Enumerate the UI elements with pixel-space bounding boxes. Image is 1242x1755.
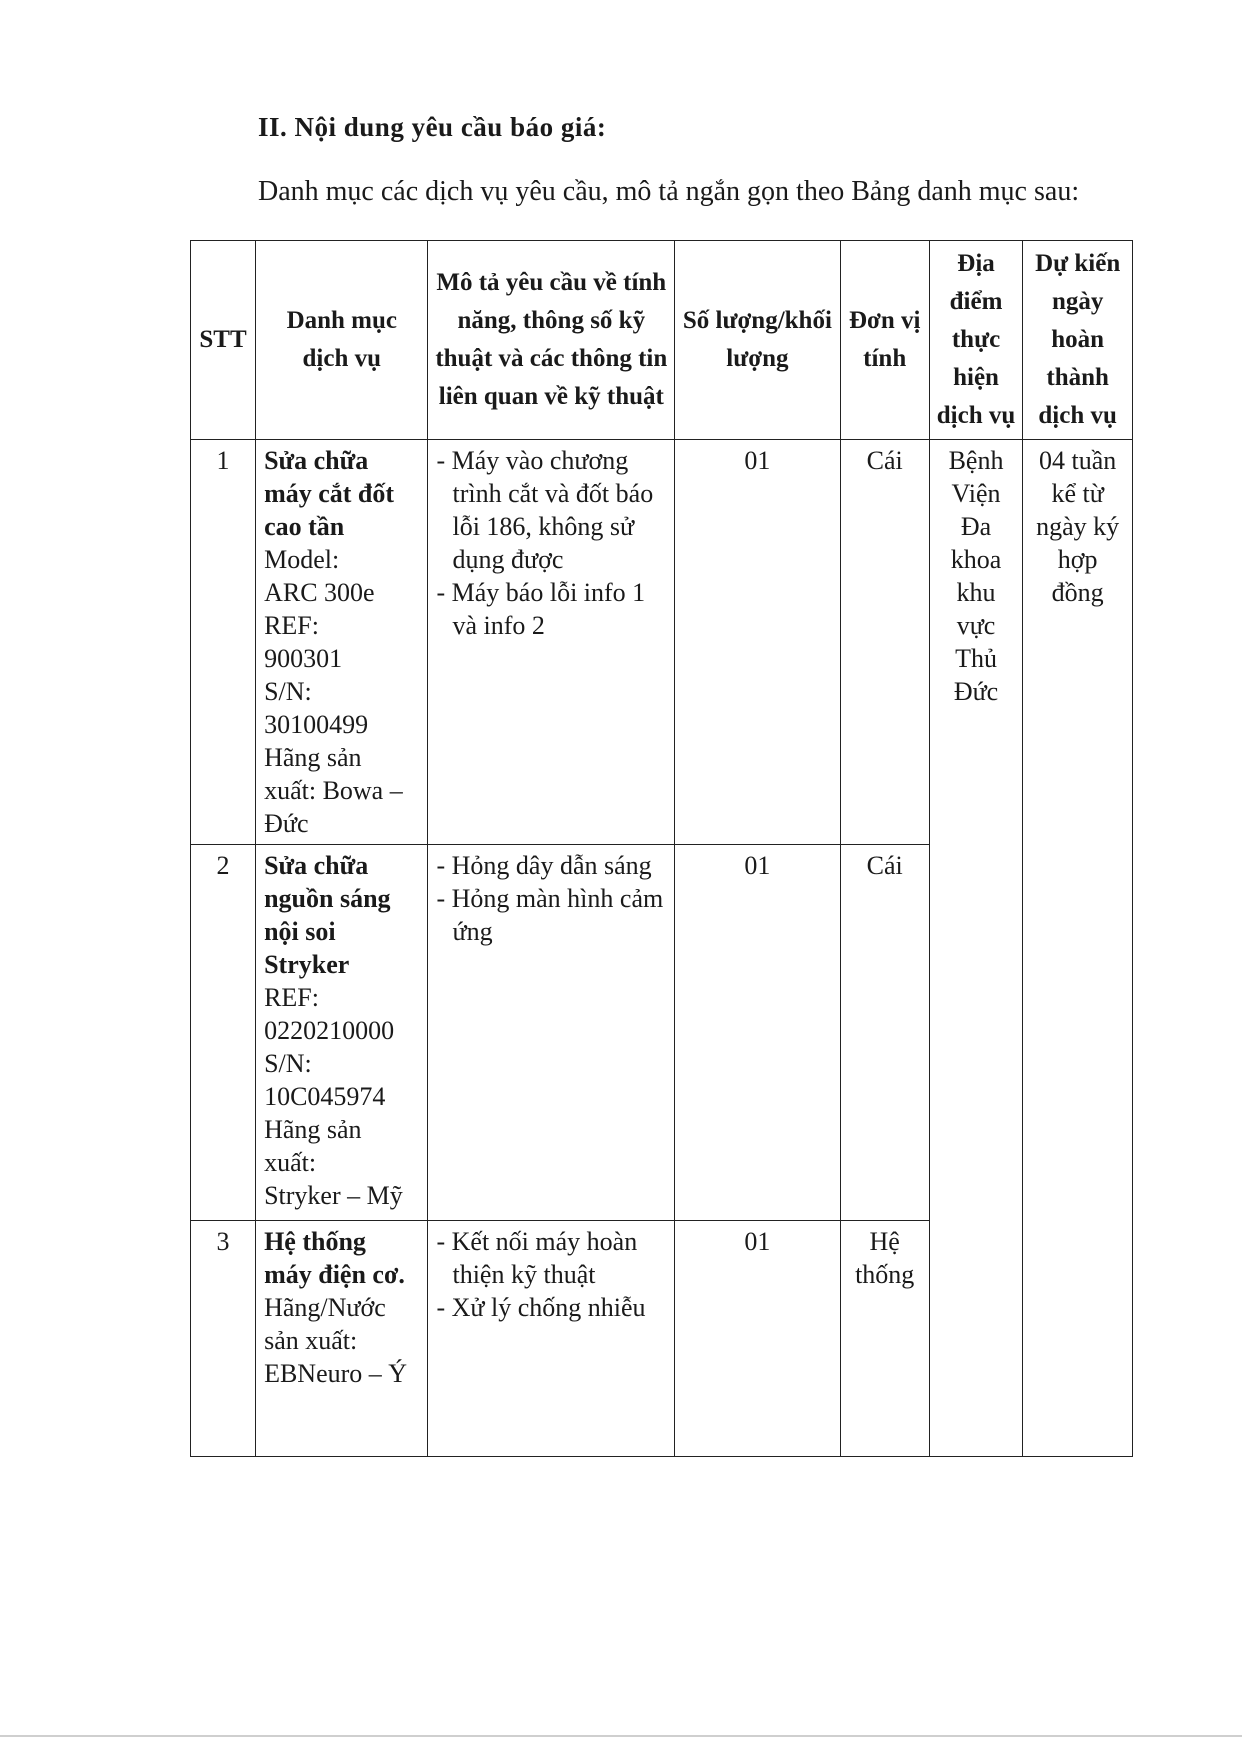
row-service <box>256 440 428 845</box>
description-item: - Máy vào chương trình cắt và đốt báo lỗi 186, không sử dụng được <box>436 446 654 574</box>
location-cell: Bệnh Viện Đa khoa khu vực Thủ Đức <box>929 440 1023 1457</box>
service-detail: REF: <box>264 611 319 640</box>
description-item: - Hỏng dây dẫn sáng <box>436 851 652 880</box>
service-detail: 10C045974 <box>264 1082 386 1111</box>
row-unit: Hệ thống <box>840 1221 929 1457</box>
services-table <box>190 240 1133 1457</box>
service-name: Sửa chữa máy cắt đốt cao tần <box>264 446 395 541</box>
service-detail: 900301 <box>264 644 343 673</box>
row-quantity: 01 <box>675 845 841 1221</box>
description-item: - Kết nối máy hoàn thiện kỹ thuật <box>436 1227 638 1289</box>
description-item: - Xử lý chống nhiễu <box>436 1293 646 1322</box>
service-name: Hệ thống máy điện cơ. <box>264 1227 405 1289</box>
row-description <box>428 440 675 845</box>
row-quantity: 01 <box>675 440 841 845</box>
row-stt: 3 <box>191 1221 256 1457</box>
service-detail: Hãng/Nước sản xuất: <box>264 1293 386 1355</box>
row-quantity: 01 <box>675 1221 841 1457</box>
header-unit: Đơn vị tính <box>840 241 929 440</box>
service-name: Sửa chữa nguồn sáng nội soi Stryker <box>264 851 391 979</box>
service-detail: Stryker – Mỹ <box>264 1181 403 1210</box>
row-unit: Cái <box>840 845 929 1221</box>
row-description <box>428 1221 675 1457</box>
description-item: - Máy báo lỗi info 1 và info 2 <box>436 578 646 640</box>
section-heading: II. Nội dung yêu cầu báo giá: <box>258 112 607 142</box>
scan-edge-line <box>0 1735 1242 1737</box>
intro-text: Danh mục các dịch vụ yêu cầu, mô tả ngắn gọn theo Bảng danh mục sau: <box>258 176 1080 207</box>
service-detail: 30100499 <box>264 710 369 739</box>
table-header-row <box>191 241 1133 440</box>
header-location: Địa điểm thực hiện dịch vụ <box>929 241 1023 440</box>
header-service: Danh mục dịch vụ <box>256 241 428 440</box>
row-unit: Cái <box>840 440 929 845</box>
service-detail: REF: <box>264 983 319 1012</box>
service-detail: S/N: <box>264 677 312 706</box>
header-completion: Dự kiến ngày hoàn thành dịch vụ <box>1023 241 1133 440</box>
service-detail: S/N: <box>264 1049 312 1078</box>
service-detail: Hãng sản xuất: <box>264 1115 362 1177</box>
table-row <box>191 440 1133 845</box>
completion-cell: 04 tuần kể từ ngày ký hợp đồng <box>1023 440 1133 1457</box>
row-service <box>256 1221 428 1457</box>
row-service <box>256 845 428 1221</box>
service-detail: Model: <box>264 545 340 574</box>
header-stt: STT <box>191 241 256 440</box>
service-detail: ARC 300e <box>264 578 375 607</box>
row-stt: 2 <box>191 845 256 1221</box>
header-description: Mô tả yêu cầu về tính năng, thông số kỹ thuật và các thông tin liên quan về kỹ thuật <box>428 241 675 440</box>
description-item: - Hỏng màn hình cảm ứng <box>436 884 664 946</box>
service-detail: Hãng sản xuất: Bowa – Đức <box>264 743 403 838</box>
row-description <box>428 845 675 1221</box>
header-quantity: Số lượng/khối lượng <box>675 241 841 440</box>
service-detail: EBNeuro – Ý <box>264 1359 408 1388</box>
service-detail: 0220210000 <box>264 1016 395 1045</box>
row-stt: 1 <box>191 440 256 845</box>
